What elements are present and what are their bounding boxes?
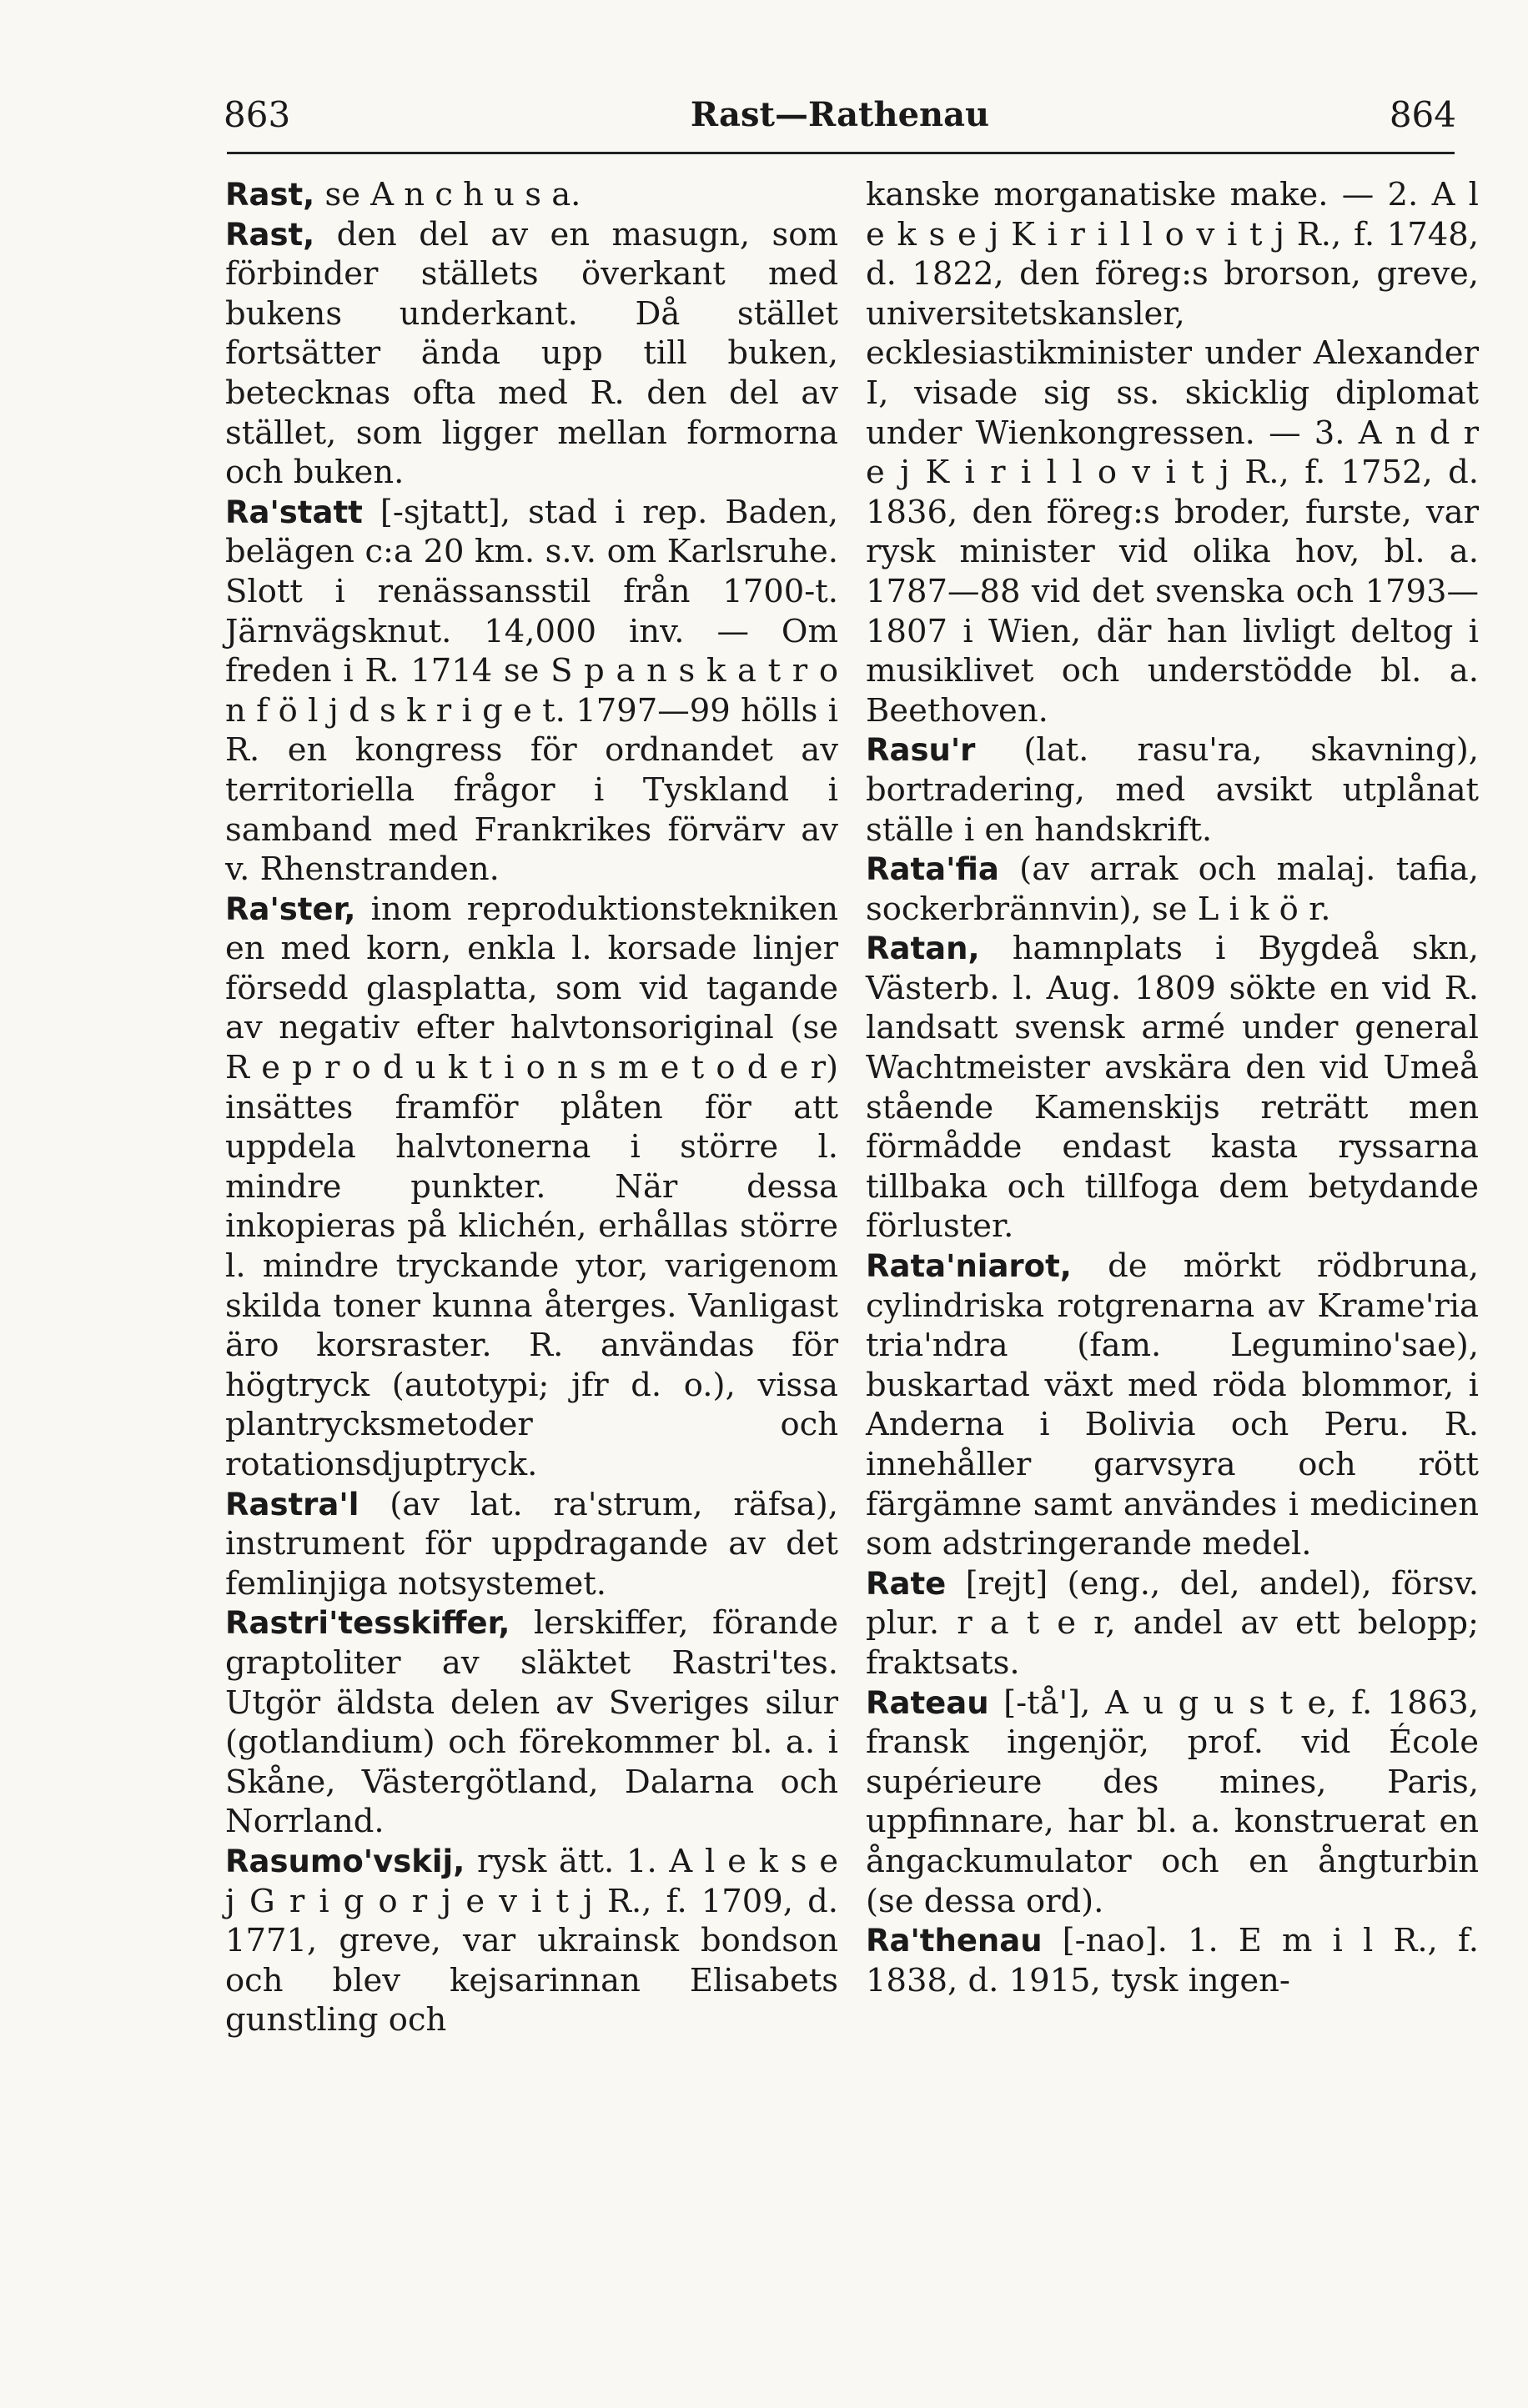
entry xyxy=(225,215,838,493)
entry-text: se A n c h u s a. xyxy=(314,176,581,213)
entry-headword: Ra'thenau xyxy=(866,1923,1043,1959)
entry-headword: Ra'ster, xyxy=(225,890,356,927)
entry xyxy=(866,1247,1479,1564)
entry-text: (av lat. ra'strum, räfsa), instrument för uppdragande av det femlinjiga notsystemet. xyxy=(225,1485,838,1603)
entry-text: [-tå'], A u g u s t e, f. 1863, fransk ingenjör, prof. vid École supérieure des mines, Paris, uppfinnare, har bl. a. konstruerat en ångackumulator och en ångturbin (se dessa ord). xyxy=(866,1683,1479,1920)
entry-text: lerskiffer, förande graptoliter av släktet Rastri'tes. Utgör äldsta delen av Sveriges silur (gotlandium) och förekommer bl. a. i Skåne, Västergötland, Dalarna och Norrland. xyxy=(225,1604,838,1841)
entry-text: (lat. rasu'ra, skavning), bortradering, med avsikt utplånat ställe i en handskrift. xyxy=(866,731,1479,849)
entry-text: [-nao]. 1. E m i l R., f. 1838, d. 1915, tysk ingen- xyxy=(866,1922,1479,1999)
entry-headword: Ratan, xyxy=(866,931,980,967)
entry xyxy=(866,1683,1479,1922)
entry xyxy=(866,1564,1479,1683)
entry-text: (av arrak och malaj. tafia, sockerbrännvin), se L i k ö r. xyxy=(866,850,1479,928)
page-number-left: 863 xyxy=(224,94,291,135)
entry-text: [-sjtatt], stad i rep. Baden, belägen c:a 20 km. s.v. om Karlsruhe. Slott i renässansstil från 1700-t. Järnvägsknut. 14,000 inv. — Om freden i R. 1714 se S p a n s k a t r o n f ö l j d s k r i g e t. 1797—99 hölls i R. en kongress för ordnandet av territoriella frågor i Tyskland i samband med Frankrikes förvärv av v. Rhenstranden. xyxy=(225,493,838,889)
entry xyxy=(866,929,1479,1247)
entry-text: rysk ätt. 1. A l e k s e j G r i g o r j e v i t j R., f. 1709, d. 1771, greve, var ukrainsk bondson och blev kejsarinnan Elisabets gunstling och xyxy=(225,1842,838,2039)
right-column xyxy=(866,175,1479,2000)
entry-text: inom reproduktionstekniken en med korn, enkla l. korsade linjer försedd glasplatta, som vid tagande av negativ efter halvtonsoriginal (se R e p r o d u k t i o n s m e t o d e r) insättes framför plåten för att uppdela halvtonerna i större l. mindre punkter. När dessa inkopieras på klichén, erhållas större l. mindre tryckande ytor, varigenom skilda toner kunna återges. Vanligast äro korsraster. R. användas för högtryck (autotypi; jfr d. o.), vissa plantrycksmetoder och rotationsdjuptryck. xyxy=(225,890,838,1483)
entry-headword: Rata'niarot, xyxy=(866,1248,1072,1285)
entry-headword: Ra'statt xyxy=(225,494,363,530)
entry-headword: Rastri'tesskiffer, xyxy=(225,1605,510,1642)
entry-headword: Rasumo'vskij, xyxy=(225,1843,465,1879)
entry-headword: Rata'fia xyxy=(866,851,999,888)
page-number-right: 864 xyxy=(1389,94,1456,135)
entry-headword: Rateau xyxy=(866,1684,989,1721)
entry-text: den del av en masugn, som förbinder ställets överkant med bukens underkant. Då stället fortsätter ända upp till buken, betecknas ofta med R. den del av stället, som ligger mellan formorna och buken. xyxy=(225,215,838,492)
entry xyxy=(225,1603,838,1842)
page-title: Rast—Rathenau xyxy=(690,95,990,134)
entry-headword: Rasu'r xyxy=(866,732,976,769)
entry-headword: Rast, xyxy=(225,177,315,213)
entry-text: de mörkt rödbruna, cylindriska rotgrenarna av Krame'ria tria'ndra (fam. Legumino'sae), buskartad växt med röda blommor, i Anderna i Bolivia och Peru. R. innehåller garvsyra och rött färgämne samt användes i medicinen som adstringerande medel. xyxy=(866,1247,1479,1563)
entry-text: hamnplats i Bygdeå skn, Västerb. l. Aug. 1809 sökte en vid R. landsatt svensk armé under general Wachtmeister avskära den vid Umeå stående Kamenskijs reträtt men förmådde endast kasta ryssarna tillbaka och tillfoga dem betydande förluster. xyxy=(866,930,1479,1246)
entry-headword: Rate xyxy=(866,1565,947,1602)
entry xyxy=(225,493,838,890)
entry-text: kanske morganatiske make. — 2. A l e k s e j K i r i l l o v i t j R., f. 1748, d. 1822, den föreg:s brorson, greve, universitetskansler, ecklesiastikminister under Alexander I, visade sig ss. skicklig diplomat under Wienkongressen. — 3. A n d r e j K i r i l l o v i t j R., f. 1752, d. 1836, den föreg:s broder, furste, var rysk minister vid olika hov, bl. a. 1787—88 vid det svenska och 1793—1807 i Wien, där han livligt deltog i musiklivet och understödde bl. a. Beethoven. xyxy=(866,176,1479,730)
entry xyxy=(866,1921,1479,2000)
entry xyxy=(225,175,838,215)
left-column xyxy=(225,175,838,2040)
entry-text: [rejt] (eng., del, andel), försv. plur. r a t e r, andel av ett belopp; fraktsats. xyxy=(866,1564,1479,1682)
header-rule xyxy=(227,152,1455,154)
entry xyxy=(866,730,1479,850)
entry-headword: Rast, xyxy=(225,216,315,253)
entry xyxy=(225,1485,838,1604)
entry xyxy=(866,850,1479,929)
entry xyxy=(225,890,838,1485)
entry xyxy=(225,1842,838,2040)
entry xyxy=(866,175,1479,730)
page-header xyxy=(224,90,1456,140)
entry-headword: Rastra'l xyxy=(225,1486,359,1523)
